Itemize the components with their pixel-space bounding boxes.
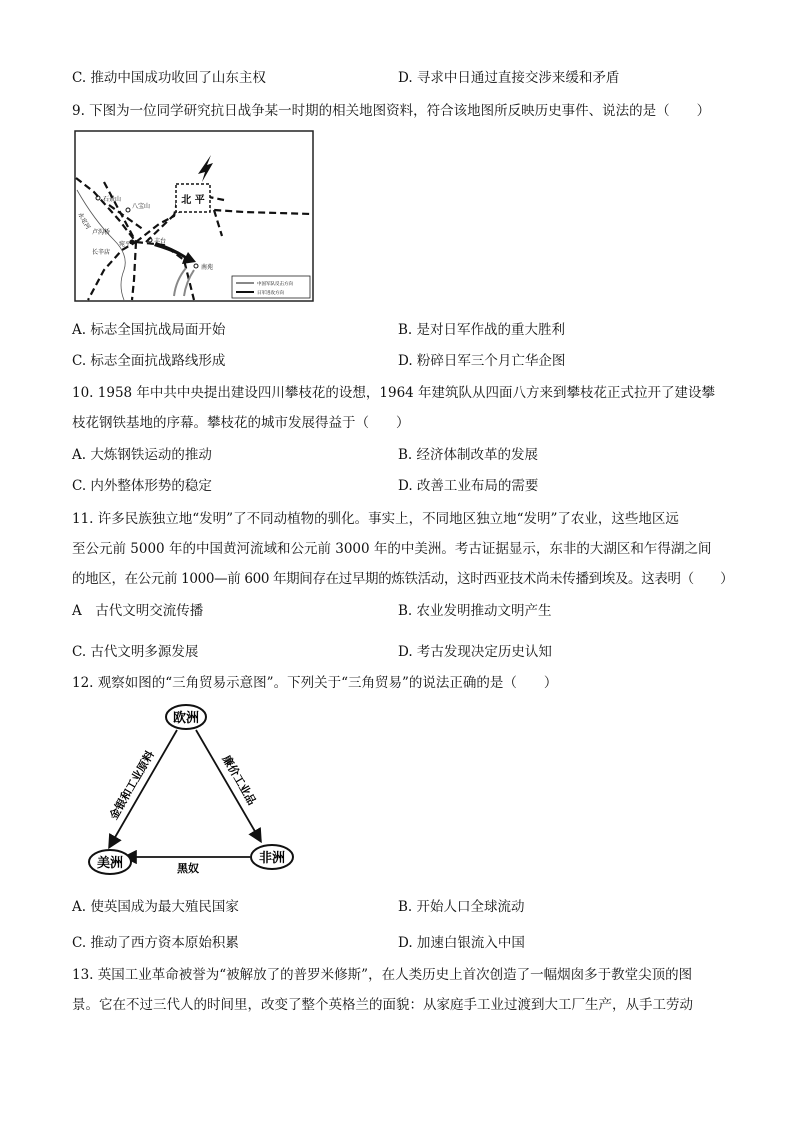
- q9-option-c: C. 标志全面抗战路线形成: [72, 353, 226, 369]
- q9-map-figure: [74, 130, 314, 306]
- q11-stem-line2: 至公元前 5000 年的中国黄河流域和公元前 3000 年的中美洲。考古证据显示，东非的大湖区和乍得湖之间: [72, 541, 712, 557]
- q12-option-c: C. 推动了西方资本原始积累: [72, 935, 239, 951]
- q12-triangle-diagram: [80, 700, 300, 880]
- legend-japanese: 日军进攻方向: [257, 291, 284, 296]
- place-babaoshan: 八宝山: [132, 203, 151, 210]
- place-shijingshan: 石景山: [103, 196, 122, 203]
- q9-option-b: B. 是对日军作战的重大胜利: [398, 322, 566, 338]
- label-right-edge: 廉价工业品: [219, 753, 259, 808]
- q10-option-a: A. 大炼钢铁运动的推动: [72, 447, 212, 463]
- place-changxindian: 长辛店: [92, 249, 111, 256]
- q10-stem-line2: 枝花钢铁基地的序幕。攀枝花的城市发展得益于（ ）: [72, 415, 410, 431]
- q9-map: [74, 130, 314, 302]
- q12-option-d: D. 加速白银流入中国: [398, 935, 525, 951]
- q11-option-d: D. 考古发现决定历史认知: [398, 644, 552, 660]
- place-nanyuan: 南苑: [201, 264, 214, 271]
- q11-option-b: B. 农业发明推动文明产生: [398, 603, 552, 619]
- q12-triangle-trade-figure: [80, 700, 300, 884]
- q13-stem-line2: 景。它在不过三代人的时间里，改变了整个英格兰的面貌：从家庭手工业过渡到大工厂生产，从手工劳动: [72, 997, 693, 1013]
- label-europe: 欧洲: [172, 711, 200, 726]
- place-fengtai: 丰台: [154, 238, 167, 245]
- q10-option-d: D. 改善工业布局的需要: [398, 478, 539, 494]
- q8-option-c: C. 推动中国成功收回了山东主权: [72, 70, 266, 86]
- legend-chinese: 中国军队反击方向: [257, 282, 293, 287]
- q13-stem-line1: 13. 英国工业革命被誉为“被解放了的普罗米修斯”，在人类历史上首次创造了一幅烟囱多于教堂尖顶的图: [72, 967, 693, 983]
- place-lugouqiao: 卢沟桥: [92, 229, 111, 236]
- q10-option-b: B. 经济体制改革的发展: [398, 447, 539, 463]
- q9-stem: 9. 下图为一位同学研究抗日战争某一时期的相关地图资料，符合该地图所反映历史事件、说法的是（ ）: [72, 103, 711, 119]
- q10-stem-line1: 10. 1958 年中共中央提出建设四川攀枝花的设想，1964 年建筑队从四面八方来到攀枝花正式拉开了建设攀: [72, 385, 716, 401]
- label-left-edge: 金银和工业原料: [107, 748, 157, 822]
- q9-option-d: D. 粉碎日军三个月亡华企图: [398, 353, 566, 369]
- q11-option-c: C. 古代文明多源发展: [72, 644, 199, 660]
- q11-stem-line1: 11. 许多民族独立地“发明”了不同动植物的驯化。事实上，不同地区独立地“发明”了农业，这些地区远: [72, 511, 679, 527]
- q12-option-b: B. 开始人口全球流动: [398, 899, 525, 915]
- label-bottom-edge: 黑奴: [177, 862, 199, 875]
- q10-option-c: C. 内外整体形势的稳定: [72, 478, 212, 494]
- edge-europe-to-america: [110, 730, 177, 846]
- river-label: 永定河: [76, 211, 92, 231]
- beiping-label: 北 平: [181, 195, 205, 206]
- q12-stem: 12. 观察如图的“三角贸易示意图”。下列关于“三角贸易”的说法正确的是（ ）: [72, 675, 558, 691]
- q8-option-d: D. 寻求中日通过直接交涉来缓和矛盾: [398, 70, 620, 86]
- q11-option-a: A 古代文明交流传播: [72, 603, 204, 619]
- q11-stem-line3: 的地区，在公元前 1000—前 600 年期间存在过早期的炼铁活动，这时西亚技术尚未传播到埃及。这表明（ ）: [72, 571, 734, 587]
- label-america: 美洲: [96, 856, 124, 871]
- q9-option-a: A. 标志全国抗战局面开始: [72, 322, 226, 338]
- label-africa: 非洲: [258, 851, 286, 866]
- place-wanping: 宛平: [119, 241, 132, 248]
- q12-option-a: A. 使英国成为最大殖民国家: [72, 899, 239, 915]
